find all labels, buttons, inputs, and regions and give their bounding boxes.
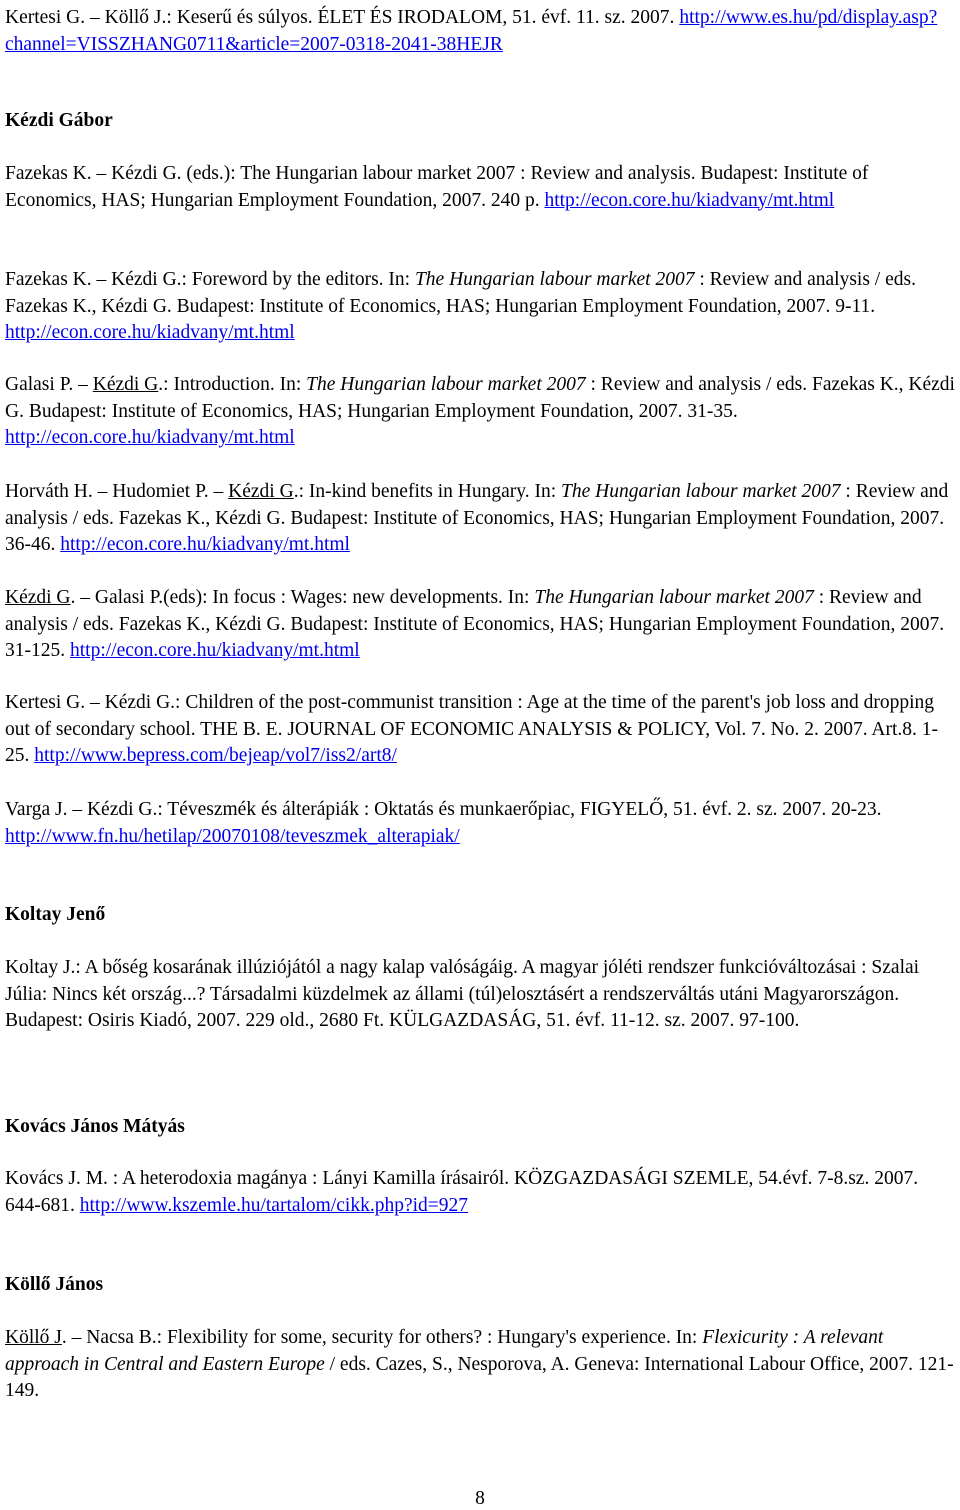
ref-kezdi-1 [5,161,955,214]
ref-title: The Hungarian labour market 2007 [534,587,814,608]
author-heading-kollo: Köllő János [5,1274,104,1295]
ref-koltay-1 [5,955,955,1035]
ref-text: Kertesi G. – Köllő J.: Keserű és súlyos. ÉLET ÉS IRODALOM, 51. évf. 11. sz. 2007. [5,7,680,28]
ref-text: : Review and analysis / eds. Fazekas K., Kézdi G. Budapest: Institute of Economics, HAS; Hungarian Employment Foundation, 2007. 31-35. [5,374,955,422]
ref-text: : Review and analysis / eds. Fazekas K., Kézdi G. Budapest: Institute of Economics, HAS; Hungarian Employment Foundation, 2007. 9-11. [5,269,916,317]
author-name-underlined: Kézdi G [228,481,294,502]
ref-link[interactable]: http://econ.core.hu/kiadvany/mt.html [70,640,360,661]
ref-text: .: Introduction. In: [158,374,307,395]
author-name-underlined: Kézdi G [92,374,159,395]
ref-text: Fazekas K. – Kézdi G.: Foreword by the editors. In: [5,269,415,290]
ref-title: The Hungarian labour market 2007 [306,374,586,395]
ref-link[interactable]: http://econ.core.hu/kiadvany/mt.html [544,189,835,211]
author-heading-kezdi: Kézdi Gábor [5,110,113,131]
ref-kezdi-3 [5,372,955,452]
ref-kezdi-5 [5,585,955,665]
ref-text: Kertesi G. – Kézdi G.: Children of the post-communist transition : Age at the time of the parent's job loss and dropping out of secondary school. THE B. E. JOURNAL OF ECONOMIC ANALYSIS & POLICY, Vol. 7. No. 2. 2007. Art.8. 1-25. [5,692,938,766]
ref-text: . – Nacsa B.: Flexibility for some, security for others? : Hungary's experience. In: [61,1327,703,1348]
ref-kertesi-kollo [5,5,955,58]
author-name-underlined: Köllő J [5,1327,62,1348]
page-number: 8 [475,1488,485,1509]
ref-text: Kovács J. M. : A heterodoxia magánya : Lányi Kamilla írásairól. KÖZGAZDASÁGI SZEMLE, 54.évf. 7-8.sz. 2007. 644-681. [5,1168,919,1216]
ref-text: .: In-kind benefits in Hungary. In: [293,481,562,502]
ref-title: The Hungarian labour market 2007 [561,481,841,502]
ref-text: : Review and analysis / eds. Fazekas K., Kézdi G. Budapest: Institute of Economics, HAS; Hungarian Employment Foundation, 2007. 31-125. [5,587,945,661]
ref-text: Horváth H. – Hudomiet P. – [5,481,229,502]
ref-kollo-1 [5,1325,955,1405]
ref-text: Fazekas K. – Kézdi G. (eds.): The Hungarian labour market 2007 : Review and analysis. Budapest: Institute of Economics, HAS; Hungarian Employment Foundation, 2007. 240 p. [5,163,869,211]
ref-link[interactable]: http://www.kszemle.hu/tartalom/cikk.php?id=927 [79,1194,469,1216]
ref-text: / eds. Cazes, S., Nesporova, A. Geneva: International Labour Office, 2007. 121-149. [5,1353,954,1401]
ref-kezdi-4 [5,479,955,559]
ref-title: Flexicurity : A relevant approach in Central and Eastern Europe [5,1327,884,1375]
ref-link[interactable]: http://econ.core.hu/kiadvany/mt.html [60,534,350,555]
ref-kezdi-6 [5,690,955,770]
author-heading-kovacs: Kovács János Mátyás [5,1116,185,1137]
ref-kezdi-7 [5,797,955,850]
ref-link[interactable]: http://www.fn.hu/hetilap/20070108/teveszmek_alterapiak/ [5,825,460,847]
ref-kezdi-2 [5,267,955,347]
ref-text: . – Galasi P.(eds): In focus : Wages: new developments. In: [70,587,535,608]
ref-text: Galasi P. – [5,374,93,395]
author-name-underlined: Kézdi G [5,587,71,608]
author-heading-koltay: Koltay Jenő [5,904,106,925]
ref-text: : Review and analysis / eds. Fazekas K., Kézdi G. Budapest: Institute of Economics, HAS; Hungarian Employment Foundation, 2007. 36-46. [5,481,949,555]
ref-link[interactable]: http://www.es.hu/pd/display.asp?channel=VISSZHANG0711&article=2007-0318-2041-38HEJR [5,7,938,55]
ref-link[interactable]: http://econ.core.hu/kiadvany/mt.html [5,322,295,343]
ref-text: Varga J. – Kézdi G.: Téveszmék és álterápiák : Oktatás és munkaerőpiac, FIGYELŐ, 51. évf. 2. sz. 2007. 20-23. [5,799,882,820]
ref-kovacs-1 [5,1166,955,1219]
ref-link[interactable]: http://www.bepress.com/bejeap/vol7/iss2/art8/ [34,745,397,766]
ref-title: The Hungarian labour market 2007 [414,269,695,290]
ref-link[interactable]: http://econ.core.hu/kiadvany/mt.html [5,427,295,448]
ref-text: Koltay J.: A bőség kosarának illúziójától a nagy kalap valóságáig. A magyar jóléti rendszer funkcióváltozásai : Szalai Júlia: Nincs két ország...? Társadalmi küzdelmek az állami (túl)elosztásért a rendszerváltás utáni Magyarországon. Budapest: Osiris Kiadó, 2007. 229 old., 2680 Ft. KÜLGAZDASÁG, 51. évf. 11-12. sz. 2007. 97-100. [5,957,920,1031]
